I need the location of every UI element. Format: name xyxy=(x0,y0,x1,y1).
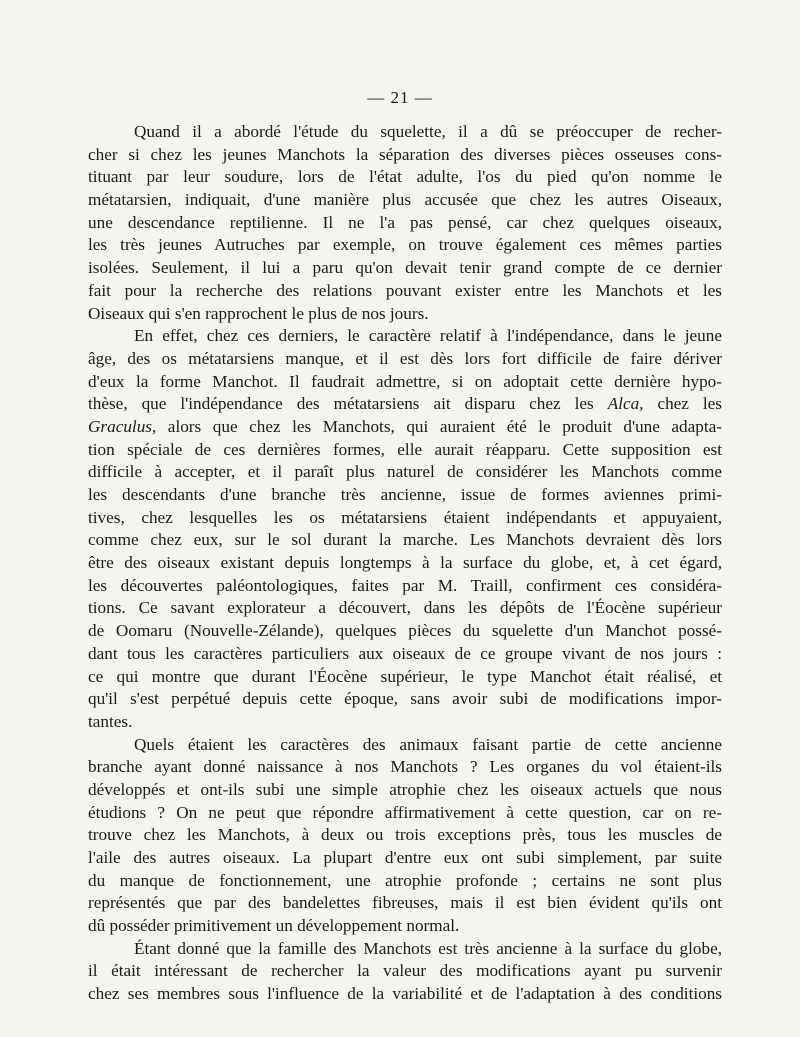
paragraph-2-line-5-tail: alors que chez les Manchots, qui auraient été le produit d'une adapta- xyxy=(156,416,722,436)
paragraph-2-line-10: comme chez eux, sur le sol durant la marche. Les Manchots devraient dès lors xyxy=(88,530,722,550)
paragraph-1-line-4: métatarsien, indiquait, d'une manière plus accusée que chez les autres Oiseaux, xyxy=(88,190,722,210)
paragraph-2-line-7: difficile à accepter, et il paraît plus naturel de considérer les Manchots comme xyxy=(88,462,722,482)
paragraph-2-line-18: tantes. xyxy=(88,711,133,731)
paragraph-1-line-8: fait pour la recherche des relations pouvant exister entre les Manchots et les xyxy=(88,280,722,300)
paragraph-1-line-1: Quand il a abordé l'étude du squelette, il a dû se préoccuper de recher- xyxy=(134,122,722,141)
paragraph-1-line-6: les très jeunes Autruches par exemple, on trouve également ces mêmes parties xyxy=(88,235,722,255)
paragraph-4-line-2: il était intéressant de rechercher la valeur des modifications ayant pu survenir xyxy=(88,961,722,981)
paragraph-1-line-3: tituant par leur soudure, lors de l'état adulte, l'os du pied qu'on nomme le xyxy=(88,167,722,187)
body-text xyxy=(88,121,722,1006)
paragraph-3-line-1: Quels étaient les caractères des animaux faisant partie de cette ancienne xyxy=(134,734,722,754)
paragraph-2-line-16: ce qui montre que durant l'Éocène supérieur, le type Manchot était réalisé, et xyxy=(88,666,722,686)
paragraph-2-line-8: les descendants d'une branche très ancienne, issue de formes aviennes primi- xyxy=(88,485,722,504)
paragraph-2-line-4-text: thèse, que l'indépendance des métatarsiens ait disparu chez les xyxy=(88,394,608,414)
taxon-graculus: Graculus, xyxy=(88,416,157,436)
paragraph-4-line-3: chez ses membres sous l'influence de la variabilité et de l'adaptation à des conditions xyxy=(88,984,722,1004)
paragraph-2-line-15: dant tous les caractères particuliers aux oiseaux de ce groupe vivant de nos jours : xyxy=(88,643,722,663)
paragraph-1-line-9: Oiseaux qui s'en rapprochent le plus de nos jours. xyxy=(88,303,429,323)
paragraph-3-line-4: étudions ? On ne peut que répondre affirmativement à cette question, car on re- xyxy=(88,802,722,822)
paragraph-2-line-3: d'eux la forme Manchot. Il faudrait admettre, si on adoptait cette dernière hypo- xyxy=(88,371,722,391)
paragraph-2-line-4 xyxy=(88,393,722,416)
paragraph-2-line-9: tives, chez lesquelles les os métatarsiens étaient indépendants et appuyaient, xyxy=(88,507,722,527)
paragraph-2-line-17: qu'il s'est perpétué depuis cette époque, sans avoir subi de modifications impor- xyxy=(88,689,722,709)
paragraph-3-line-5: trouve chez les Manchots, à deux ou trois exceptions près, tous les muscles de xyxy=(88,825,722,845)
taxon-alca: Alca, xyxy=(607,394,644,414)
paragraph-3-line-2: branche ayant donné naissance à nos Manchots ? Les organes du vol étaient-ils xyxy=(88,757,722,777)
paragraph-3-line-9: dû posséder primitivement un développement normal. xyxy=(88,916,460,936)
page-number: — 21 — xyxy=(367,88,433,107)
paragraph-2-line-2: âge, des os métatarsiens manque, et il est dès lors fort difficile de faire dériver xyxy=(88,348,722,368)
paragraph-2-line-5 xyxy=(88,416,722,439)
paragraph-2-line-11: être des oiseaux existant depuis longtemps à la surface du globe, et, à cet égard, xyxy=(88,553,722,573)
paragraph-3-line-8: représentés que par des bandelettes fibreuses, mais il est bien évident qu'ils ont xyxy=(88,893,722,913)
paragraph-2-line-1: En effet, chez ces derniers, le caractère relatif à l'indépendance, dans le jeune xyxy=(134,326,722,346)
paragraph-2-line-6: tion spéciale de ces dernières formes, elle aurait réapparu. Cette supposition est xyxy=(88,439,722,459)
paragraph-1-line-7: isolées. Seulement, il lui a paru qu'on devait tenir grand compte de ce dernier xyxy=(88,258,722,278)
paragraph-3-line-3: développés et ont-ils subi une simple atrophie chez les oiseaux actuels que nous xyxy=(88,779,722,799)
paragraph-1-line-2: cher si chez les jeunes Manchots la séparation des diverses pièces osseuses cons- xyxy=(88,144,722,164)
paragraph-2-line-13: tions. Ce savant explorateur a découvert, dans les dépôts de l'Éocène supérieur xyxy=(88,598,722,618)
paragraph-3-line-6: l'aile des autres oiseaux. La plupart d'entre eux ont subi simplement, par suite xyxy=(88,848,722,867)
paragraph-4-line-1: Étant donné que la famille des Manchots est très ancienne à la surface du globe, xyxy=(134,938,722,958)
paragraph-2-line-4-tail: chez les xyxy=(643,394,722,414)
paragraph-3-line-7: du manque de fonctionnement, une atrophie profonde ; certains ne sont plus xyxy=(88,870,722,890)
paragraph-1-line-5: une descendance reptilienne. Il ne l'a pas pensé, car chez quelques oiseaux, xyxy=(88,212,722,232)
paragraph-2-line-14: de Oomaru (Nouvelle-Zélande), quelques pièces du squelette d'un Manchot possé- xyxy=(88,621,722,641)
paragraph-2-line-12: les découvertes paléontologiques, faites par M. Traill, confirment ces considéra- xyxy=(88,575,722,595)
